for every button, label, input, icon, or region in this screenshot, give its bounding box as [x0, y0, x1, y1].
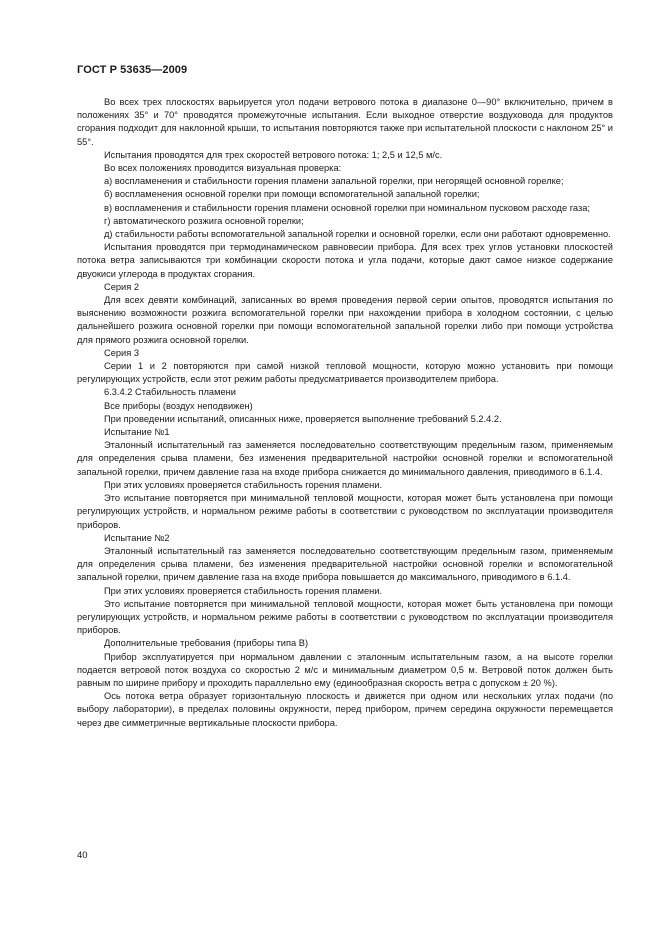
paragraph: Для всех девяти комбинаций, записанных во время проведения первой серии опытов, проводятся испытания по выяснению возможности розжига вспомогательной горелки при нахождении прибора в холодном состоянии, с целью дальнейшего розжига основной горелки при помощи вспомогательной запальной горелки либо при помощи устройства для прямого розжига основной горелки.: [77, 295, 613, 345]
series-heading: Серия 2: [104, 281, 140, 292]
document-body: [77, 96, 613, 730]
series-heading: Серия 3: [104, 347, 140, 358]
list-item: г) автоматического розжига основной горелки;: [104, 215, 304, 226]
paragraph: Испытания проводятся при термодинамическом равновесии прибора. Для всех трех углов установки плоскостей потока ветра записываются три комбинации скорости потока и угла подачи, которые дают самое низкое содержание двуокиси углерода в продуктах сгорания.: [77, 242, 613, 279]
paragraph: Эталонный испытательный газ заменяется последовательно соответствующим предельным газом, применяемым для определения срыва пламени, без изменения предварительной настройки основной горелки и вспомогательной запальной горелки, причем давление газа на входе прибора снижается до минимального давления, приводимого в 6.1.4.: [77, 440, 613, 477]
paragraph: Ось потока ветра образует горизонтальную плоскость и движется при одном или нескольких углах подачи (по выбору лаборатории), в пределах половины окружности, перед прибором, причем середина окружности перемещается через две симметричные вертикальные плоскости прибора.: [77, 691, 613, 728]
list-item: б) воспламенения основной горелки при помощи вспомогательной запальной горелки;: [104, 189, 480, 200]
list-item: д) стабильности работы вспомогательной запальной горелки и основной горелки, если они работают одновременно.: [104, 229, 611, 240]
test-heading: Испытание №2: [104, 532, 170, 543]
paragraph: Это испытание повторяется при минимальной тепловой мощности, которая может быть установлена при помощи регулирующих устройств, и нормальном режиме работы в соответствии с руководством по эксплуатации производителя приборов.: [77, 493, 613, 530]
paragraph: При этих условиях проверяется стабильность горения пламени.: [104, 479, 383, 490]
paragraph: Испытания проводятся для трех скоростей ветрового потока: 1; 2,5 и 12,5 м/с.: [104, 149, 443, 160]
test-heading: Испытание №1: [104, 427, 170, 438]
paragraph: Серии 1 и 2 повторяются при самой низкой тепловой мощности, которую можно установить при помощи регулирующих устройств, если этот режим работы предусматривается производителем прибора.: [77, 361, 613, 385]
paragraph: Во всех трех плоскостях варьируется угол подачи ветрового потока в диапазоне 0—90° включительно, причем в положениях 35° и 70° проводятся промежуточные испытания. Если выходное отверстие воздуховода для продуктов сгорания подходит для наклонной крыши, то испытания повторяются также при испытательной плоскости с наклоном 25° и 55°.: [77, 97, 613, 147]
page-number: 40: [77, 850, 88, 861]
paragraph: Все приборы (воздух неподвижен): [104, 400, 253, 411]
subsection-heading: Дополнительные требования (приборы типа В): [104, 638, 309, 649]
paragraph: Это испытание повторяется при минимальной тепловой мощности, которая может быть установлена при помощи регулирующих устройств, и нормальном режиме работы в соответствии с руководством по эксплуатации производителя приборов.: [77, 598, 613, 636]
paragraph: При проведении испытаний, описанных ниже, проверяется выполнение требований 5.2.4.2.: [104, 413, 502, 424]
paragraph: Прибор эксплуатируется при нормальном давлении с эталонным испытательным газом, а на высоте горелки подается ветровой поток воздуха со скоростью 2 м/с и минимальным диаметром 0,5 м. Ветровой поток должен быть равным по ширине прибору и проходить параллельно ему (единообразная скорость ветра с допуском ± 20 %).: [77, 651, 613, 688]
document-header: ГОСТ Р 53635—2009: [77, 64, 188, 76]
paragraph: При этих условиях проверяется стабильность горения пламени.: [104, 585, 383, 596]
list-item: а) воспламенения и стабильности горения пламени запальной горелки, при негорящей основной горелке;: [104, 176, 564, 187]
paragraph: Во всех положениях проводится визуальная проверка:: [104, 163, 342, 174]
list-item: в) воспламенения и стабильности горения пламени основной горелки при номинальном пусковом расходе газа;: [104, 202, 590, 213]
paragraph: Эталонный испытательный газ заменяется последовательно соответствующим предельным газом, применяемым для определения срыва пламени, без изменения предварительной настройки основной горелки и вспомогательной запальной горелки, причем давление газа на входе прибора повышается до максимального, приводимого в 6.1.4.: [77, 545, 613, 583]
section-heading: 6.3.4.2 Стабильность пламени: [104, 387, 236, 398]
